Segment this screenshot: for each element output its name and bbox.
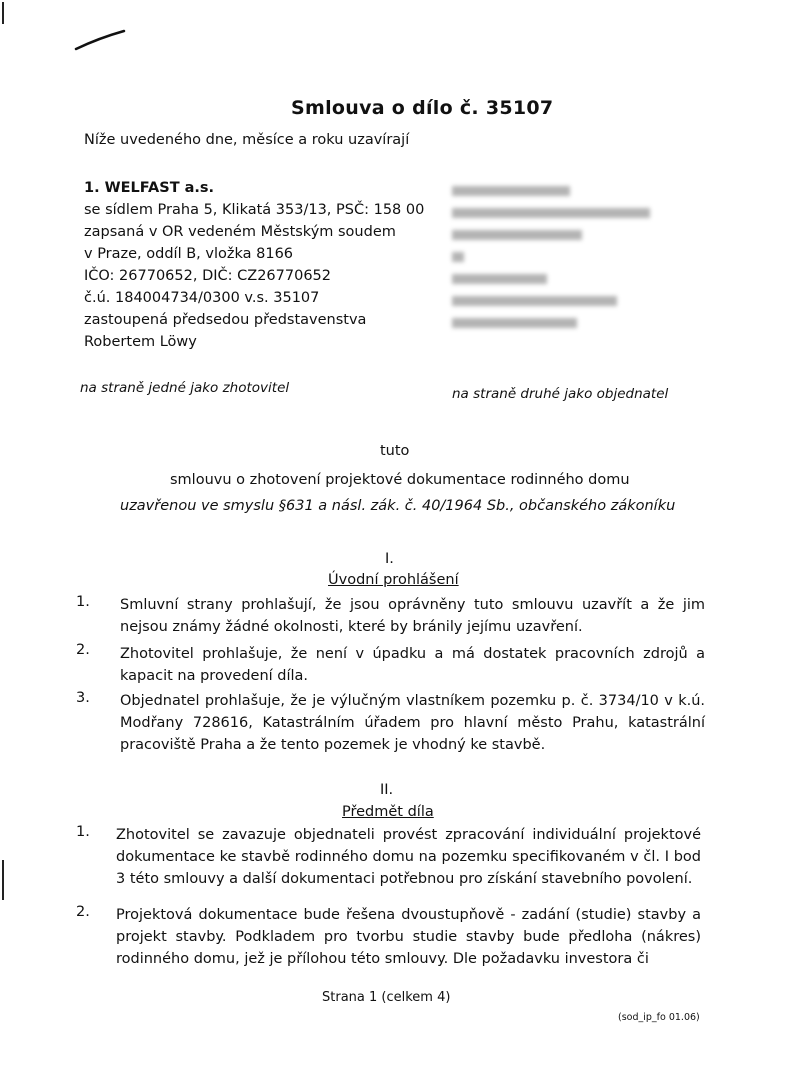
item-text: Zhotovitel prohlašuje, že není v úpadku a má dostatek pracovních zdrojů a kapacit na provedení díla. bbox=[120, 646, 705, 684]
pen-stroke-mark bbox=[74, 28, 128, 52]
item-number: 1. bbox=[76, 824, 90, 840]
client-role: na straně druhé jako objednatel bbox=[452, 386, 669, 402]
tuto-word: tuto bbox=[380, 443, 410, 459]
section-heading: Úvodní prohlášení bbox=[328, 572, 459, 588]
item-text: Objednatel prohlašuje, že je výlučným vlastníkem pozemku p. č. 3734/10 v k.ú. Modřany 728616, Katastrálním úřadem pro hlavní město Prahu, katastrální pracoviště Praha a že tento pozemek je vhodný ke stavbě. bbox=[120, 693, 705, 753]
contractor-role: na straně jedné jako zhotovitel bbox=[80, 380, 290, 396]
scan-edge-mark bbox=[2, 2, 4, 24]
page-title: Smlouva o dílo č. 35107 bbox=[291, 97, 554, 119]
contractor-line: Robertem Löwy bbox=[84, 334, 197, 350]
contractor-line: se sídlem Praha 5, Klikatá 353/13, PSČ: 158 00 bbox=[84, 202, 425, 218]
item-text: Zhotovitel se zavazuje objednateli provést zpracování individuální projektové dokumentace ke stavbě rodinného domu na pozemku specifikovaném v čl. I bod 3 této smlouvy a další dokumentaci potřebnou pro získání stavebního povolení. bbox=[116, 827, 701, 887]
contractor-line: IČO: 26770652, DIČ: CZ26770652 bbox=[84, 268, 331, 284]
item-text: Smluvní strany prohlašují, že jsou oprávněny tuto smlouvu uzavřít a že jim nejsou známy žádné okolnosti, které by bránily jejímu uzavření. bbox=[120, 597, 705, 635]
section-roman: I. bbox=[385, 551, 394, 567]
item-number: 2. bbox=[76, 642, 90, 658]
item-text: Projektová dokumentace bude řešena dvoustupňově - zadání (studie) stavby a projekt stavby. Podkladem pro tvorbu studie stavby bude předloha (nákres) rodinného domu, jež je přílohou této smlouvy. Dle požadavku investora či bbox=[116, 907, 701, 967]
section-heading: Předmět díla bbox=[342, 804, 434, 820]
item-number: 1. bbox=[76, 594, 90, 610]
item-number: 3. bbox=[76, 690, 90, 706]
contractor-line: zapsaná v OR vedeném Městským soudem bbox=[84, 224, 396, 240]
section-roman: II. bbox=[380, 782, 394, 798]
contractor-name: 1. WELFAST a.s. bbox=[84, 180, 215, 196]
page-number: Strana 1 (celkem 4) bbox=[322, 990, 451, 1005]
scan-edge-mark bbox=[2, 860, 4, 900]
contractor-line: zastoupená předsedou představenstva bbox=[84, 312, 367, 328]
contractor-line: č.ú. 184004734/0300 v.s. 35107 bbox=[84, 290, 320, 306]
item-number: 2. bbox=[76, 904, 90, 920]
intro-text: Níže uvedeného dne, měsíce a roku uzavírají bbox=[84, 132, 410, 148]
document-code: (sod_ip_fo 01.06) bbox=[618, 1012, 700, 1023]
contract-subject: smlouvu o zhotovení projektové dokumentace rodinného domu bbox=[170, 472, 630, 488]
contract-basis: uzavřenou ve smyslu §631 a násl. zák. č. 40/1964 Sb., občanského zákoníku bbox=[120, 498, 676, 514]
contractor-line: v Praze, oddíl B, vložka 8166 bbox=[84, 246, 294, 262]
